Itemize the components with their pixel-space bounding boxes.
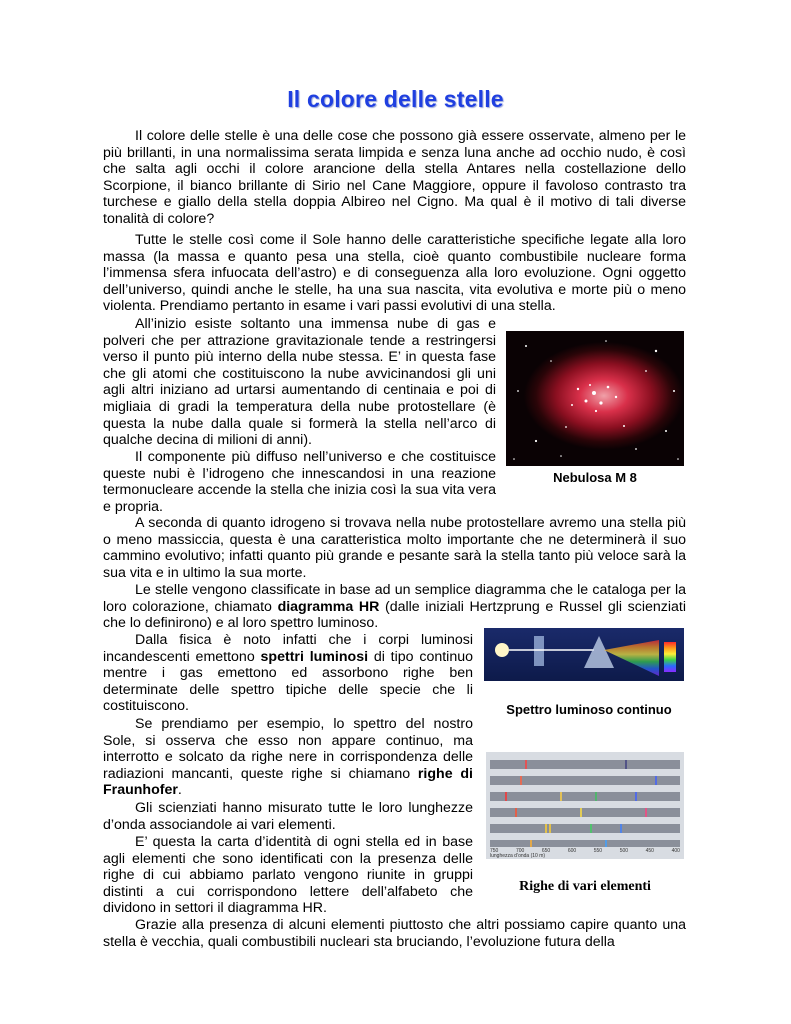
prism-diagram [484, 628, 684, 681]
paragraph-fraunhofer: Se prendiamo per esempio, lo spettro del nostro Sole, si osserva che esso non appare continuo, ma interrotto e solcato da righe nere in corrispondenza delle radiazioni mancanti, queste righe si chiamano righe di Fraunhofer. [103, 716, 473, 799]
tick-label: 500 [619, 848, 629, 854]
tick-label: 400 [671, 848, 680, 854]
nebula-caption: Nebulosa M 8 [553, 470, 637, 485]
paragraph-spectra: Dalla fisica è noto infatti che i corpi luminosi incandescenti emettono spettri luminosi di tipo continuo mentre i gas emettono ed assorbono righe ben determinate delle spettro tipiche delle specie che li costituiscono. [103, 632, 473, 715]
continuous-spectrum-image [484, 628, 684, 681]
lines-axis-label: lunghezza d’onda (10 m) [490, 853, 546, 859]
paragraph-wavelengths: Gli scienziati hanno misurato tutte le loro lunghezze d’onda associandole ai vari elementi. [103, 800, 473, 833]
spectrum-caption: Spettro luminoso continuo [506, 702, 672, 717]
nebula-m8-image [506, 331, 684, 466]
tick-label: 550 [593, 848, 603, 854]
paragraph-mass: Tutte le stelle così come il Sole hanno delle caratteristiche specifiche legate alla loro massa (la massa e quanto pesa una stella, cioè quanto combustibile nucleare forma l’immensa sfera infuocata dell’astro) e di conseguenza alla loro evoluzione. Ogni oggetto dell’universo, quindi anche le stelle, ha una sua nascita, vita evolutiva e morte più o meno violenta. Prendiamo pertanto in esame i vari passi evolutivi di una stella. [103, 232, 686, 315]
paragraph-hr-diagram: Le stelle vengono classificate in base ad un semplice diagramma che le cataloga per la loro colorazione, chiamato diagramma HR (dalle iniziali Hertzprung e Russel gli scienziati che lo definirono) e al loro spettro luminoso. [103, 582, 686, 632]
tick-label: 700 [515, 848, 525, 854]
element-lines-image [486, 752, 684, 859]
tick-label: 750 [490, 848, 499, 854]
paragraph-intro: Il colore delle stelle è una delle cose che possono già essere osservate, almeno per le più brillanti, in una normalissima serata limpida e senza luna anche ad occhio nudo, è così che salta agli occhi il colore arancione della stella Antares nella costellazione dello Scorpione, il bianco brillante di Sirio nel Cane Maggiore, oppure il favoloso contrasto tra turchese e giallo della stella doppia Albireo nel Cigno. Ma qual è il motivo di tali diverse tonalità di colore? [103, 128, 686, 227]
lines-caption: Righe di vari elementi [519, 879, 651, 894]
nebula-stars [506, 331, 684, 466]
paragraph-mass-evolution: A seconda di quanto idrogeno si trovava nella nube protostellare avremo una stella più o meno massiccia, questa è una caratteristica molto importante che ne determinerà il suo cammino evolutivo; infatti quanto più grande e pesante sarà la stella tanto più veloce sarà la sua vita e in ultimo la sua morte. [103, 515, 686, 581]
paragraph-nebula-collapse: All’inizio esiste soltanto una immensa nube di gas e polveri che per attrazione gravitazionale tende a restringersi verso il punto più interno della nube stessa. E’ in questa fase che gli atomi che costituiscono la nube avvicinandosi gli uni agli altri iniziano ad urtarsi aumentando di centinaia e poi di migliaia di gradi la temperatura della nube protostellare (è questa la nube dalla quale si formerà la stella nell’arco di qualche decina di milioni di anni). [103, 316, 496, 449]
tick-label: 600 [567, 848, 577, 854]
paragraph-identity-card: E’ questa la carta d’identità di ogni stella ed in base agli elementi che sono identificati con la presenza delle righe di cui abbiamo parlato vengono riunite in gruppi distinti a cui corrispondono lettere dell’alfabeto che dividono in settori il diagramma HR. [103, 834, 473, 917]
paragraph-elements: Grazie alla presenza di alcuni elementi piuttosto che altri possiamo capire quanto una stella è vecchia, quali combustibili nucleari sta bruciando, l’evoluzione futura della [103, 917, 686, 950]
paragraph-hydrogen: Il componente più diffuso nell’universo e che costituisce queste nubi è l’idrogeno che innescandosi in una reazione termonucleare accende la stella che inizia così la sua vita vera e propria. [103, 449, 496, 515]
spectral-lines-chart [486, 752, 684, 859]
tick-label: 450 [645, 848, 654, 854]
tick-label: 650 [541, 848, 551, 854]
page-title: Il colore delle stelle [287, 86, 504, 112]
